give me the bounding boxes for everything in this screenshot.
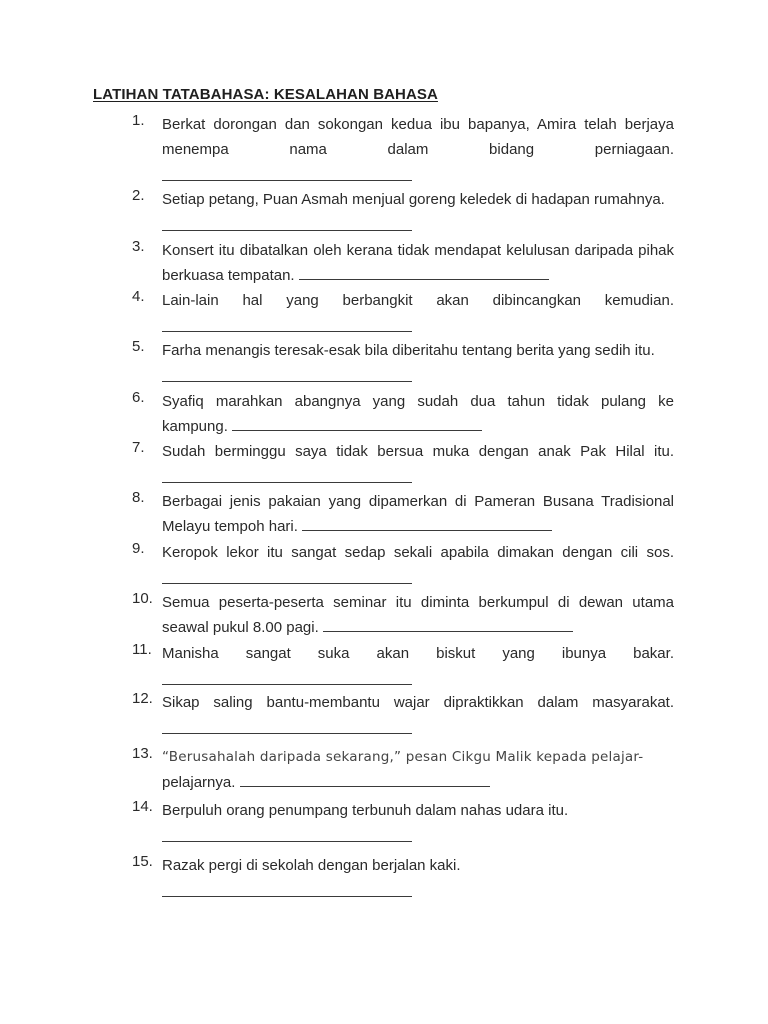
question-number: 6. bbox=[132, 389, 145, 406]
question-text-line1: Keropok lekor itu sangat sedap sekali apabila dimakan dengan cili sos. bbox=[162, 544, 674, 561]
question-text-line2: kampung. bbox=[162, 418, 228, 435]
question-text-line1: Razak pergi di sekolah dengan berjalan kaki. bbox=[162, 857, 461, 874]
question-number: 7. bbox=[132, 439, 145, 456]
question-10 bbox=[132, 590, 674, 640]
question-11 bbox=[132, 641, 674, 685]
question-number: 13. bbox=[132, 745, 153, 762]
question-text-line1: Berpuluh orang penumpang terbunuh dalam nahas udara itu. bbox=[162, 802, 569, 819]
question-number: 8. bbox=[132, 489, 145, 506]
answer-blank[interactable] bbox=[162, 214, 412, 231]
answer-blank[interactable] bbox=[162, 164, 412, 181]
question-number: 15. bbox=[132, 853, 153, 870]
answer-blank[interactable] bbox=[162, 880, 412, 897]
answer-blank[interactable] bbox=[162, 365, 412, 382]
answer-blank[interactable] bbox=[162, 825, 412, 842]
question-text-line1: Konsert itu dibatalkan oleh kerana tidak mendapat kelulusan daripada pihak bbox=[162, 242, 674, 259]
question-text-line2: pelajarnya. bbox=[162, 774, 236, 791]
question-7 bbox=[132, 439, 674, 483]
question-number: 12. bbox=[132, 690, 153, 707]
question-number: 11. bbox=[132, 641, 152, 658]
answer-blank[interactable] bbox=[323, 616, 573, 632]
question-number: 10. bbox=[132, 590, 153, 607]
question-number: 14. bbox=[132, 798, 153, 815]
question-4 bbox=[132, 288, 674, 332]
question-5 bbox=[132, 338, 674, 382]
question-number: 1. bbox=[132, 112, 145, 129]
question-6 bbox=[132, 389, 674, 439]
question-number: 3. bbox=[132, 238, 145, 255]
question-number: 2. bbox=[132, 187, 145, 204]
question-text-line1: Lain-lain hal yang berbangkit akan dibincangkan kemudian. bbox=[162, 292, 674, 309]
answer-blank[interactable] bbox=[302, 515, 552, 531]
question-12 bbox=[132, 690, 674, 734]
question-text-line1: Setiap petang, Puan Asmah menjual goreng keledek di hadapan rumahnya. bbox=[162, 191, 665, 208]
question-1 bbox=[132, 112, 674, 181]
answer-blank[interactable] bbox=[162, 567, 412, 584]
question-text-line1: Semua peserta-peserta seminar itu diminta berkumpul di dewan utama bbox=[162, 594, 674, 611]
question-text-line1: Syafiq marahkan abangnya yang sudah dua tahun tidak pulang ke bbox=[162, 393, 674, 410]
question-text-line2: menempa nama dalam bidang perniagaan. bbox=[162, 141, 674, 158]
question-text-line1: Sikap saling bantu-membantu wajar dipraktikkan dalam masyarakat. bbox=[162, 694, 674, 711]
question-text-line2: berkuasa tempatan. bbox=[162, 267, 295, 284]
question-number: 4. bbox=[132, 288, 145, 305]
question-text-line1: Sudah berminggu saya tidak bersua muka dengan anak Pak Hilal itu. bbox=[162, 443, 674, 460]
question-3 bbox=[132, 238, 674, 288]
answer-blank[interactable] bbox=[299, 264, 549, 280]
question-text-line2: seawal pukul 8.00 pagi. bbox=[162, 619, 319, 636]
question-text-line1: “Berusahalah daripada sekarang,” pesan Cikgu Malik kepada pelajar- bbox=[162, 749, 644, 765]
answer-blank[interactable] bbox=[240, 771, 490, 787]
question-number: 5. bbox=[132, 338, 145, 355]
question-text-line1: Berbagai jenis pakaian yang dipamerkan di Pameran Busana Tradisional bbox=[162, 493, 674, 510]
question-8 bbox=[132, 489, 674, 539]
question-text-line1: Manisha sangat suka akan biskut yang ibunya bakar. bbox=[162, 645, 674, 662]
answer-blank[interactable] bbox=[162, 717, 412, 734]
answer-blank[interactable] bbox=[162, 668, 412, 685]
question-text-line1: Berkat dorongan dan sokongan kedua ibu bapanya, Amira telah berjaya bbox=[162, 116, 674, 133]
question-text-line1: Farha menangis teresak-esak bila diberitahu tentang berita yang sedih itu. bbox=[162, 342, 655, 359]
answer-blank[interactable] bbox=[162, 466, 412, 483]
worksheet-title: LATIHAN TATABAHASA: KESALAHAN BAHASA bbox=[93, 86, 438, 103]
answer-blank[interactable] bbox=[232, 415, 482, 431]
question-13 bbox=[132, 745, 674, 795]
question-2 bbox=[132, 187, 674, 231]
question-text-line2: Melayu tempoh hari. bbox=[162, 518, 298, 535]
question-9 bbox=[132, 540, 674, 584]
answer-blank[interactable] bbox=[162, 315, 412, 332]
question-number: 9. bbox=[132, 540, 145, 557]
question-14 bbox=[132, 798, 674, 842]
question-15 bbox=[132, 853, 674, 897]
